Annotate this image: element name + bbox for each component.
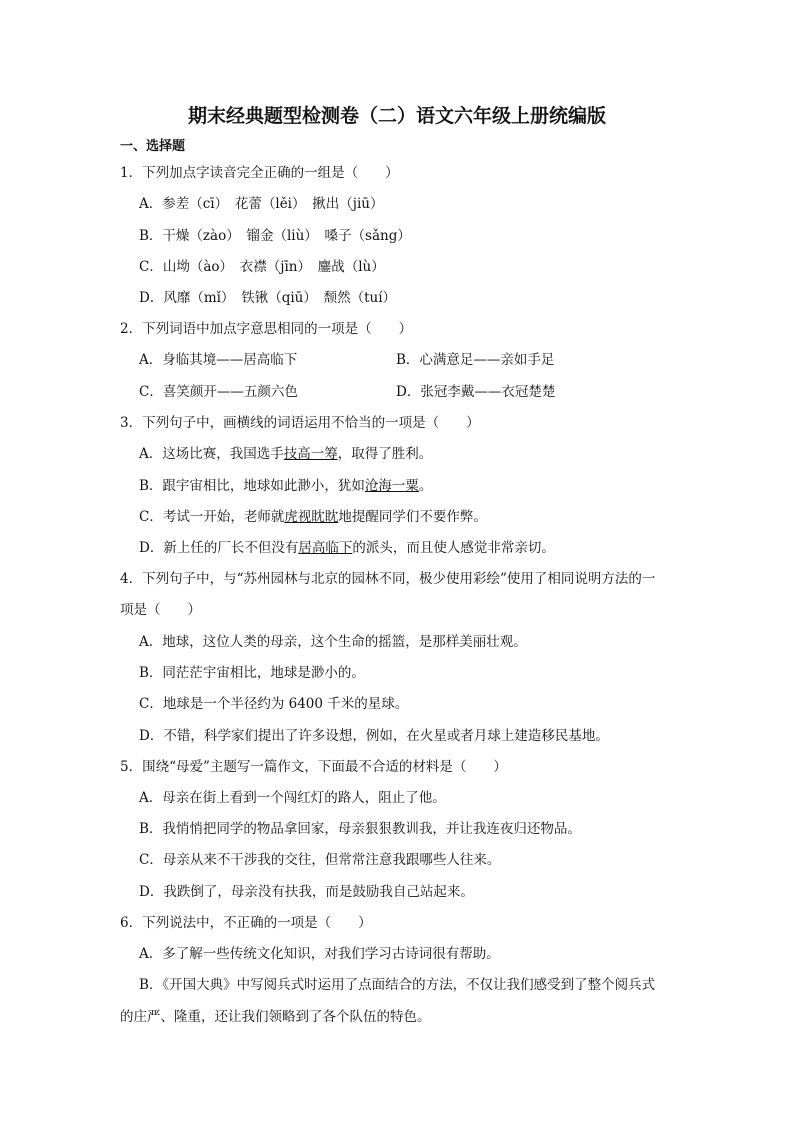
question-6-option-b-cont: 的庄严、隆重，还让我们领略到了各个队伍的特色。 [120, 1009, 431, 1025]
option-text: ，取得了胜利。 [337, 446, 433, 462]
question-5-option-d[interactable]: D．我跌倒了，母亲没有扶我，而是鼓励我自己站起来。 [139, 884, 474, 900]
question-2-option-b[interactable]: B．心满意足——亲如手足 [396, 352, 555, 368]
question-2-option-c[interactable]: C．喜笑颜开——五颜六色 [139, 384, 298, 400]
question-5-option-c[interactable]: C．母亲从来不干涉我的交往，但常常注意我跟哪些人往来。 [139, 852, 501, 868]
section-heading: 一、选择题 [120, 139, 186, 154]
question-1-option-b[interactable]: B．干燥（zào） 镏金（liù） 嗓子（sǎng） [139, 228, 411, 244]
question-6-option-a[interactable]: A．多了解一些传统文化知识，对我们学习古诗词很有帮助。 [139, 946, 500, 962]
page-title: 期末经典题型检测卷（二）语文六年级上册统编版 [187, 105, 606, 127]
question-6-stem: 6．下列说法中，不正确的一项是（ ） [120, 915, 372, 931]
question-5-stem: 5．围绕“母爱”主题写一篇作文，下面最不合适的材料是（ ） [120, 759, 507, 775]
question-4-option-a[interactable]: A．地球，这位人类的母亲，这个生命的摇篮，是那样美丽壮观。 [139, 634, 527, 650]
question-4-stem-cont: 项是（ ） [120, 602, 201, 618]
question-3-option-a[interactable] [139, 444, 432, 464]
question-1-option-c[interactable]: C．山坳（ào） 衣襟（jīn） 鏖战（lù） [139, 259, 385, 275]
option-text: D．新上任的厂长不但没有 [139, 540, 299, 556]
question-3-option-c[interactable] [139, 507, 487, 527]
underlined-phrase: 居高临下 [298, 540, 353, 556]
option-text: 。 [418, 478, 433, 494]
question-3-stem: 3．下列句子中，画横线的词语运用不恰当的一项是（ ） [120, 415, 480, 431]
question-2-stem: 2．下列词语中加点字意思相同的一项是（ ） [120, 321, 413, 337]
question-4-option-c[interactable]: C．地球是一个半径约为 6400 千米的星球。 [139, 696, 409, 712]
underlined-phrase: 沧海一粟 [364, 478, 419, 494]
question-5-option-a[interactable]: A．母亲在街上看到一个闯红灯的路人，阻止了他。 [139, 790, 446, 806]
question-3-option-d[interactable] [139, 538, 555, 558]
underlined-phrase: 虎视眈眈 [284, 509, 339, 525]
option-text: 地提醒同学们不要作弊。 [338, 509, 487, 525]
question-2-option-a[interactable]: A．身临其境——居高临下 [139, 352, 298, 368]
question-4-option-b[interactable]: B．同茫茫宇宙相比，地球是渺小的。 [139, 665, 365, 681]
option-text: B．跟宇宙相比，地球如此渺小，犹如 [139, 478, 365, 494]
question-3-option-b[interactable] [139, 476, 432, 496]
option-text: C．考试一开始，老师就 [139, 509, 285, 525]
question-1-option-d[interactable]: D．风靡（mǐ） 铁锹（qiū） 颓然（tuí） [139, 290, 397, 306]
question-5-option-b[interactable]: B．我悄悄把同学的物品拿回家，母亲狠狠教训我，并让我连夜归还物品。 [139, 821, 581, 837]
question-2-option-d[interactable]: D．张冠李戴——衣冠楚楚 [396, 384, 556, 400]
question-4-option-d[interactable]: D．不错，科学家们提出了许多设想，例如，在火星或者月球上建造移民基地。 [139, 728, 609, 744]
question-1-option-a[interactable]: A．参差（cī） 花蕾（lěi） 揪出（jiū） [139, 196, 384, 212]
option-text: 的派头，而且使人感觉非常亲切。 [352, 540, 555, 556]
question-6-option-b[interactable]: B．《开国大典》中写阅兵式时运用了点面结合的方法，不仅让我们感受到了整个阅兵式 [139, 977, 656, 993]
option-text: A．这场比赛，我国选手 [139, 446, 284, 462]
question-4-stem: 4．下列句子中，与“苏州园林与北京的园林不同，极少使用彩绘”使用了相同说明方法的一 [120, 571, 656, 587]
question-1-stem: 1．下列加点字读音完全正确的一组是（ ） [120, 165, 399, 181]
underlined-phrase: 技高一筹 [283, 446, 338, 462]
